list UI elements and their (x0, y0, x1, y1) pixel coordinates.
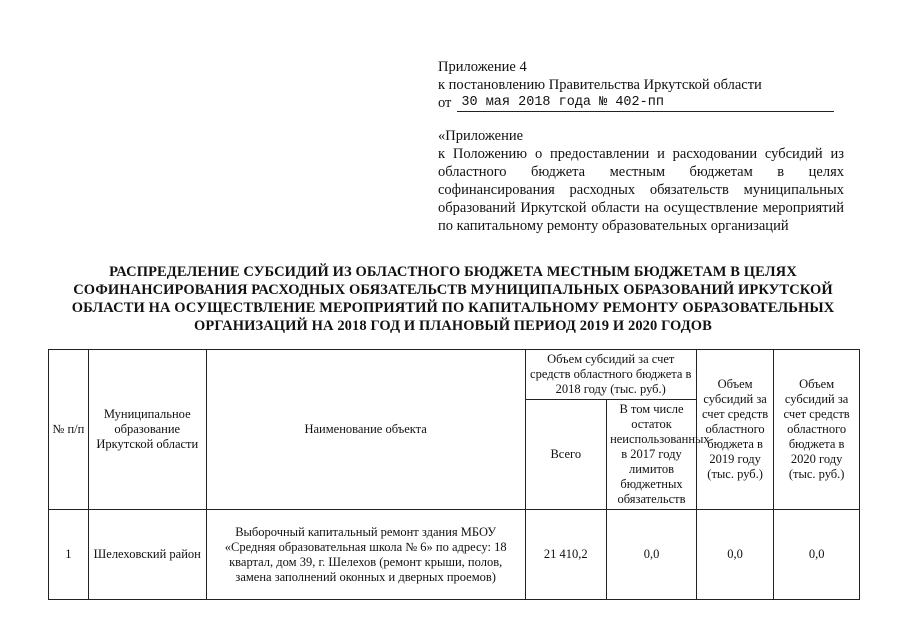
document-title (48, 263, 858, 335)
cell-num: 1 (49, 510, 89, 600)
annex-reference (438, 58, 838, 112)
annex-date-prefix: от (438, 95, 452, 111)
header-remainder: В том числе остаток неиспользованных в 2017 году лимитов бюджетных обязательств (607, 400, 697, 510)
header-volume-2020: Объем субсидий за счет средств областного бюджета в 2020 году (тыс. руб.) (774, 350, 860, 510)
cell-object-name: Выборочный капитальный ремонт здания МБОУ «Средняя образовательная школа № 6» по адресу: 18 квартал, дом 39, г. Шелехов (ремонт крыши, полов, замена заполнений оконных и дверных проемов) (206, 510, 525, 600)
header-volume-2018: Объем субсидий за счет средств областного бюджета в 2018 году (тыс. руб.) (525, 350, 696, 400)
annex-date-value: 30 мая 2018 года № 402-пп (457, 94, 834, 112)
cell-total: 21 410,2 (525, 510, 607, 600)
regulation-heading: «Приложение (438, 128, 524, 144)
title-line-4: ОРГАНИЗАЦИЙ НА 2018 ГОД И ПЛАНОВЫЙ ПЕРИОД 2019 И 2020 ГОДОВ (194, 318, 712, 334)
subsidy-table (48, 349, 860, 600)
header-municipality: Муниципальное образование Иркутской области (88, 350, 206, 510)
cell-remainder: 0,0 (607, 510, 697, 600)
annex-number: Приложение 4 (438, 59, 527, 75)
title-line-2: СОФИНАНСИРОВАНИЯ РАСХОДНЫХ ОБЯЗАТЕЛЬСТВ МУНИЦИПАЛЬНЫХ ОБРАЗОВАНИЙ ИРКУТСКОЙ (73, 282, 833, 298)
header-volume-2019: Объем субсидий за счет средств областного бюджета в 2019 году (тыс. руб.) (696, 350, 773, 510)
header-num: № п/п (49, 350, 89, 510)
header-object-name: Наименование объекта (206, 350, 525, 510)
table-header-row (49, 350, 860, 400)
regulation-reference (438, 127, 844, 235)
regulation-body: к Положению о предоставлении и расходовании субсидий из областного бюджета местным бюджетам в целях софинансирования расходных обязательств муниципальных образований Иркутской области на осуществление мероприятий по капитальному ремонту образовательных организаций (438, 146, 844, 234)
title-line-3: ОБЛАСТИ НА ОСУЩЕСТВЛЕНИЕ МЕРОПРИЯТИЙ ПО КАПИТАЛЬНОМУ РЕМОНТУ ОБРАЗОВАТЕЛЬНЫХ (71, 300, 835, 316)
cell-2020: 0,0 (774, 510, 860, 600)
annex-resolution: к постановлению Правительства Иркутской области (438, 77, 762, 93)
title-line-1: РАСПРЕДЕЛЕНИЕ СУБСИДИЙ ИЗ ОБЛАСТНОГО БЮДЖЕТА МЕСТНЫМ БЮДЖЕТАМ В ЦЕЛЯХ (109, 264, 797, 280)
header-total: Всего (525, 400, 607, 510)
annex-date-line (438, 94, 838, 112)
cell-2019: 0,0 (696, 510, 773, 600)
table-row (49, 510, 860, 600)
cell-municipality: Шелеховский район (88, 510, 206, 600)
